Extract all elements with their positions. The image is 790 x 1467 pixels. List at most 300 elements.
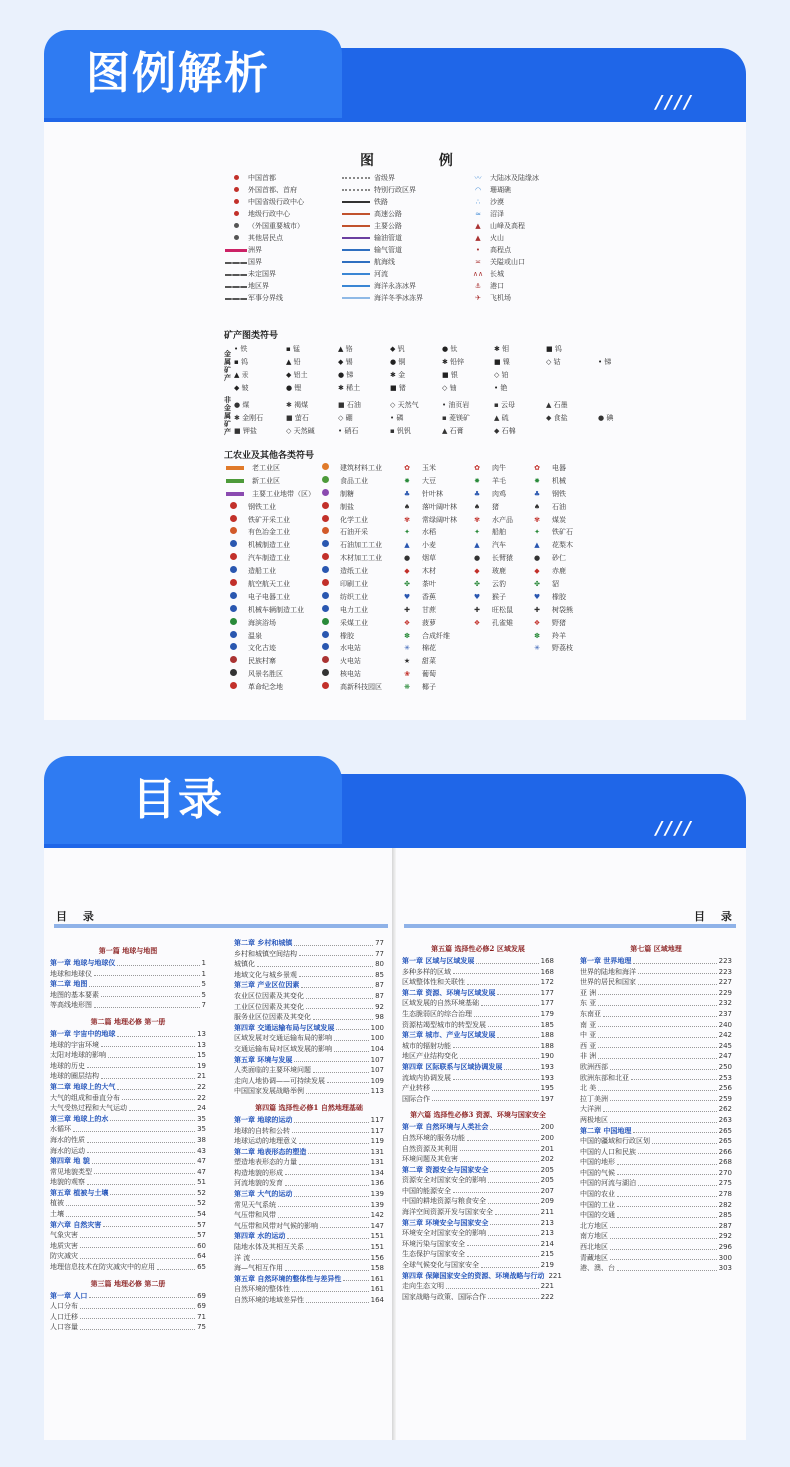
toc-page-number: 77 bbox=[375, 939, 384, 947]
mineral-symbol-icon: ▲ bbox=[338, 345, 346, 353]
legend-symbol-icon bbox=[224, 280, 248, 292]
industry-item bbox=[530, 475, 573, 488]
toc-leader bbox=[453, 1041, 539, 1049]
industry-symbol-icon: ✦ bbox=[474, 528, 480, 537]
toc-entry-title: 南方地区 bbox=[580, 1232, 608, 1241]
industry-item bbox=[318, 501, 382, 514]
toc-entry bbox=[580, 998, 732, 1009]
legend-label: 输油管道 bbox=[374, 234, 402, 242]
toc-page-number: 7 bbox=[201, 1001, 206, 1010]
toc-entry-title: 世界的陆地和海洋 bbox=[580, 967, 636, 976]
industry-item bbox=[400, 681, 457, 694]
industry-symbol-icon: ✽ bbox=[534, 631, 540, 640]
toc-leader bbox=[617, 1263, 717, 1271]
toc-entry-title: 第一章 地球与地球仪 bbox=[50, 959, 116, 967]
toc-part-heading bbox=[50, 1273, 206, 1291]
industry-symbol-icon: ● bbox=[403, 554, 411, 563]
toc-page-number: 193 bbox=[540, 1073, 554, 1082]
toc-page-number: 205 bbox=[540, 1165, 554, 1174]
toc-chapter bbox=[234, 1055, 384, 1066]
toc-entry bbox=[402, 1051, 554, 1062]
toc-leader bbox=[313, 1012, 373, 1020]
toc-entry-title: 中国的河流与湖泊 bbox=[580, 1179, 636, 1188]
toc-page-number: 139 bbox=[370, 1190, 384, 1199]
toc-entry bbox=[402, 998, 554, 1009]
minerals-grid bbox=[224, 344, 674, 440]
toc-chapter bbox=[234, 1231, 384, 1242]
industry-label: 印刷工业 bbox=[340, 580, 368, 589]
toc-entry-title: 地域文化与城乡景观 bbox=[234, 970, 297, 979]
toc-entry-title: 第二篇 地理必修 第一册 bbox=[90, 1016, 166, 1026]
mineral-item bbox=[546, 344, 562, 354]
toc-entry bbox=[580, 1157, 732, 1168]
industry-item bbox=[226, 488, 315, 501]
toc-leader bbox=[336, 1023, 368, 1031]
industry-label: 猴子 bbox=[492, 592, 506, 601]
industry-label: 文化古迹 bbox=[248, 644, 276, 653]
toc-page-number: 131 bbox=[370, 1147, 384, 1156]
legend-symbol-icon: ≈ bbox=[475, 210, 481, 218]
toc-entry bbox=[580, 1189, 732, 1200]
industry-label: 棉花 bbox=[422, 644, 436, 653]
legend-label: 其他居民点 bbox=[248, 234, 283, 242]
toc-leader bbox=[497, 1030, 538, 1038]
toc-leader bbox=[617, 1210, 717, 1218]
toc-entry-title: 农业区位因素及其变化 bbox=[234, 991, 304, 1000]
toc-leader bbox=[301, 980, 373, 988]
toc-entry bbox=[402, 1175, 554, 1186]
toc-column-3 bbox=[402, 938, 562, 1302]
mineral-item bbox=[390, 413, 403, 423]
toc-card bbox=[44, 774, 746, 1440]
toc-entry bbox=[50, 990, 206, 1001]
toc-page-number: 64 bbox=[197, 1252, 206, 1261]
mineral-label: 钨 bbox=[554, 345, 562, 353]
toc-entry bbox=[402, 1083, 554, 1094]
toc-page-number: 213 bbox=[540, 1229, 554, 1238]
legend-symbol-icon: ▲ bbox=[475, 234, 481, 242]
industry-label: 机械制造工业 bbox=[248, 541, 290, 550]
legend-item bbox=[342, 280, 423, 292]
legend-symbol-icon: ▲ bbox=[475, 222, 481, 230]
toc-leader bbox=[490, 1218, 538, 1226]
toc-chapter bbox=[402, 1030, 554, 1041]
industry-symbol-icon: ◆ bbox=[534, 567, 540, 576]
legend-symbol-icon bbox=[224, 196, 248, 208]
toc-entry-title: 国家战略与政策、国际合作 bbox=[402, 1292, 486, 1301]
industry-item bbox=[226, 514, 315, 527]
toc-page-number: 147 bbox=[370, 1221, 384, 1230]
toc-entry-title: 中国的地形 bbox=[580, 1158, 615, 1167]
toc-page-number: 229 bbox=[718, 988, 732, 997]
mineral-item bbox=[234, 357, 248, 367]
toc-entry-title: 第一章 世界地理 bbox=[580, 957, 632, 965]
mineral-item bbox=[546, 413, 568, 423]
toc-entry-title: 中国的耕地资源与粮食安全 bbox=[402, 1197, 486, 1206]
toc-page-number: 117 bbox=[370, 1115, 384, 1124]
legend-label: 未定国界 bbox=[248, 270, 276, 278]
industry-item bbox=[400, 526, 457, 539]
toc-page-number: 57 bbox=[197, 1220, 206, 1229]
industry-item bbox=[226, 642, 315, 655]
mineral-label: 铯 bbox=[500, 384, 508, 392]
toc-entry bbox=[402, 1073, 554, 1084]
toc-leader bbox=[446, 1281, 539, 1289]
toc-page-number: 265 bbox=[718, 1137, 732, 1146]
toc-page-number: 69 bbox=[197, 1302, 206, 1311]
toc-entry-title: 第四章 保障国家安全的资源、环境战略与行动 bbox=[402, 1271, 545, 1280]
toc-entry-title: 东南亚 bbox=[580, 1009, 601, 1018]
toc-page-number: 285 bbox=[718, 1211, 732, 1220]
industry-col-4 bbox=[470, 462, 513, 630]
toc-page-number: 98 bbox=[375, 1013, 384, 1022]
toc-entry-title: 产业转移 bbox=[402, 1084, 430, 1093]
toc-entry-title: 城镇化 bbox=[234, 960, 255, 969]
industry-item bbox=[400, 617, 457, 630]
toc-entry-title: 第五篇 选择性必修2 区域发展 bbox=[431, 944, 525, 953]
toc-leader bbox=[598, 988, 716, 996]
toc-page-number: 223 bbox=[718, 967, 732, 976]
toc-page-number: 185 bbox=[540, 1020, 554, 1029]
mineral-item bbox=[442, 357, 464, 367]
toc-image bbox=[44, 848, 746, 1440]
legend-symbol-icon: ⚓ bbox=[474, 282, 482, 290]
toc-entry-title: 区域整体性和关联性 bbox=[402, 978, 465, 987]
industry-symbol-icon: ▲ bbox=[534, 541, 540, 550]
toc-leader bbox=[117, 958, 199, 966]
toc-entry bbox=[402, 1020, 554, 1031]
toc-entry-title: 多种多样的区域 bbox=[402, 967, 451, 976]
toc-column-4 bbox=[580, 938, 732, 1274]
mineral-symbol-icon: ◇ bbox=[338, 414, 346, 422]
legend-symbol-icon: ✈ bbox=[475, 294, 481, 302]
toc-page-number: 142 bbox=[370, 1211, 384, 1220]
toc-leader bbox=[278, 1210, 369, 1218]
toc-entry-title: 第六篇 选择性必修3 资源、环境与国家安全 bbox=[410, 1110, 546, 1120]
industry-symbol-icon bbox=[226, 514, 240, 527]
mineral-label: 油页岩 bbox=[448, 401, 470, 409]
legend-symbol-icon: ≍ bbox=[475, 258, 481, 266]
legend-label: 飞机场 bbox=[490, 294, 511, 302]
industry-label: 温泉 bbox=[248, 631, 262, 640]
toc-leader bbox=[80, 1301, 195, 1309]
toc-entry bbox=[50, 1177, 206, 1188]
toc-page-number: 275 bbox=[718, 1179, 732, 1188]
legend-label: 海洋冬季冰冻界 bbox=[374, 294, 423, 302]
toc-head-right: 目 录 bbox=[694, 910, 738, 923]
industry-label: 赤鹿 bbox=[552, 567, 566, 576]
mineral-symbol-icon: ◆ bbox=[286, 371, 294, 379]
toc-leader bbox=[285, 1263, 369, 1271]
toc-entry bbox=[402, 1144, 554, 1155]
industry-symbol-icon: ✤ bbox=[474, 580, 480, 589]
toc-entry-title: 西北地区 bbox=[580, 1243, 608, 1252]
industry-label: 孔雀雉 bbox=[492, 618, 513, 627]
legend-label: 高程点 bbox=[490, 246, 511, 254]
industry-symbol-icon: ♣ bbox=[533, 489, 541, 498]
toc-entry bbox=[580, 988, 732, 999]
toc-leader bbox=[294, 1115, 368, 1123]
toc-leader bbox=[598, 1083, 716, 1091]
toc-leader bbox=[278, 1200, 369, 1208]
industry-label: 高新科技园区 bbox=[340, 683, 382, 692]
mineral-symbol-icon: ✱ bbox=[442, 358, 451, 366]
industry-item bbox=[226, 501, 315, 514]
legend-label: 沼泽 bbox=[490, 210, 504, 218]
toc-leader bbox=[103, 1220, 195, 1228]
legend-line-icon bbox=[342, 297, 370, 299]
toc-entry-title: 中国的气候 bbox=[580, 1168, 615, 1177]
industry-label: 船舶 bbox=[492, 528, 506, 537]
toc-entry bbox=[580, 1253, 732, 1264]
toc-entry bbox=[234, 1221, 384, 1232]
toc-entry-title: 地球的圈层结构 bbox=[50, 1072, 99, 1081]
industry-label: 食品工业 bbox=[340, 476, 368, 485]
toc-leader bbox=[497, 988, 538, 996]
industry-item bbox=[226, 462, 315, 475]
industry-label: 常绿阔叶林 bbox=[422, 515, 457, 524]
toc-entry bbox=[580, 1073, 732, 1084]
minerals-metal-label: 金属矿产 bbox=[224, 350, 231, 382]
mineral-item bbox=[234, 426, 257, 436]
industry-symbol-icon bbox=[318, 462, 332, 475]
toc-entry bbox=[234, 1126, 384, 1137]
mineral-item bbox=[390, 426, 411, 436]
toc-page-number: 200 bbox=[540, 1123, 554, 1132]
industry-symbol-icon bbox=[318, 591, 332, 604]
mineral-label: 镍 bbox=[502, 358, 510, 366]
toc-entry-title: 大气的组成和垂直分布 bbox=[50, 1093, 120, 1102]
industry-label: 旺松鼠 bbox=[492, 605, 513, 614]
mineral-symbol-icon: ● bbox=[286, 384, 295, 392]
toc-leader bbox=[617, 1157, 717, 1165]
legend-label: 长城 bbox=[490, 270, 504, 278]
toc-page-number: 214 bbox=[540, 1239, 554, 1248]
toc-leader bbox=[638, 967, 717, 975]
mineral-symbol-icon: • bbox=[598, 358, 605, 366]
toc-entry-title: 中 亚 bbox=[580, 1031, 597, 1040]
toc-entry-title: 地质灾害 bbox=[50, 1241, 78, 1250]
industry-symbol-icon bbox=[318, 642, 332, 655]
industry-symbol-icon bbox=[318, 630, 332, 643]
mineral-label: 锰 bbox=[292, 345, 300, 353]
industry-item bbox=[318, 604, 382, 617]
industry-item bbox=[470, 617, 513, 630]
industry-symbol-icon bbox=[226, 578, 240, 591]
toc-chapter bbox=[50, 1156, 206, 1167]
toc-entry-title: 海洋空间资源开发与国家安全 bbox=[402, 1208, 493, 1217]
legend-label: 外国首都、首府 bbox=[248, 186, 297, 194]
toc-page-number: 100 bbox=[370, 1034, 384, 1043]
toc-page-number: 136 bbox=[370, 1179, 384, 1188]
industry-item bbox=[318, 655, 382, 668]
toc-entry-title: 地图的基本要素 bbox=[50, 990, 99, 999]
mineral-symbol-icon: • bbox=[390, 414, 397, 422]
industry-symbol-icon: ✤ bbox=[404, 580, 410, 589]
toc-entry-title: 太阳对地球的影响 bbox=[50, 1051, 106, 1060]
mineral-item bbox=[390, 383, 406, 393]
toc-page-number: 259 bbox=[718, 1094, 732, 1103]
toc-chapter bbox=[234, 980, 384, 991]
mineral-item bbox=[494, 344, 509, 354]
toc-page-number: 237 bbox=[718, 1009, 732, 1018]
toc-leader bbox=[460, 1154, 539, 1162]
industry-item bbox=[318, 642, 382, 655]
toc-part-heading bbox=[402, 938, 554, 956]
industry-label: 航空航天工业 bbox=[248, 580, 290, 589]
legend-item bbox=[224, 256, 304, 268]
toc-entry-title: 港、澳、台 bbox=[580, 1264, 615, 1273]
industry-symbol-icon: ▲ bbox=[404, 541, 410, 550]
mineral-item bbox=[338, 344, 353, 354]
industry-label: 菠萝 bbox=[422, 618, 436, 627]
toc-leader bbox=[287, 1231, 368, 1239]
toc-entry bbox=[50, 1322, 206, 1333]
toc-entry bbox=[234, 1086, 384, 1097]
industry-symbol-icon: ✦ bbox=[404, 528, 410, 537]
industry-item bbox=[400, 475, 457, 488]
toc-page-number: 221 bbox=[548, 1271, 562, 1280]
toc-leader bbox=[334, 1044, 369, 1052]
mineral-label: 铁 bbox=[240, 345, 248, 353]
industry-item bbox=[400, 539, 457, 552]
toc-entry-title: 自然环境的服务功能 bbox=[402, 1133, 465, 1142]
toc-entry bbox=[402, 1249, 554, 1260]
industry-symbol-icon: ❖ bbox=[403, 618, 411, 627]
toc-entry-title: 第一章 宇宙中的地球 bbox=[50, 1029, 116, 1038]
industry-item bbox=[530, 514, 573, 527]
toc-chapter bbox=[580, 1126, 732, 1137]
toc-leader bbox=[122, 1093, 195, 1101]
mineral-label: 铂 bbox=[501, 371, 509, 379]
mineral-label: 硫 bbox=[501, 414, 509, 422]
toc-page-number: 266 bbox=[718, 1147, 732, 1156]
mineral-label: 钾盐 bbox=[242, 427, 257, 435]
industry-symbol-icon: ✳ bbox=[534, 644, 540, 653]
industry-item bbox=[400, 488, 457, 501]
toc-entry-title: 地球的历史 bbox=[50, 1061, 85, 1070]
mineral-item bbox=[286, 413, 309, 423]
legend-label: 大陆冰及陆缘冰 bbox=[490, 174, 539, 182]
legend-item bbox=[224, 232, 304, 244]
mineral-symbol-icon: ◇ bbox=[390, 401, 398, 409]
toc-leader bbox=[610, 1115, 717, 1123]
toc-page-number: 268 bbox=[718, 1158, 732, 1167]
industry-label: 老工业区 bbox=[252, 464, 280, 472]
toc-entry-title: 第二章 中国地理 bbox=[580, 1126, 632, 1135]
legend-item bbox=[342, 268, 423, 280]
legend-item bbox=[466, 268, 539, 280]
mineral-item bbox=[286, 383, 301, 393]
industry-item bbox=[470, 565, 513, 578]
mineral-label: 天然碱 bbox=[293, 427, 315, 435]
toc-entry-title: 第三篇 地理必修 第二册 bbox=[90, 1278, 166, 1288]
toc-entry-title: 中国的人口和民族 bbox=[580, 1147, 636, 1156]
industry-label: 肉鸡 bbox=[492, 489, 506, 498]
industry-col-5 bbox=[530, 462, 573, 655]
toc-page-number: 215 bbox=[540, 1250, 554, 1259]
industry-symbol-icon bbox=[318, 681, 332, 694]
toc-page-number: 119 bbox=[370, 1137, 384, 1146]
toc-page-number: 213 bbox=[540, 1218, 554, 1227]
toc-page-number: 207 bbox=[540, 1186, 554, 1195]
industry-item bbox=[470, 591, 513, 604]
industry-item bbox=[318, 539, 382, 552]
toc-entry-title: 大洋洲 bbox=[580, 1105, 601, 1114]
legend-line-icon bbox=[342, 249, 370, 251]
legend-col-2 bbox=[342, 172, 423, 304]
industry-item bbox=[470, 462, 513, 475]
mineral-label: 稀土 bbox=[346, 384, 361, 392]
toc-leader bbox=[66, 1198, 195, 1206]
toc-page-number: 219 bbox=[540, 1261, 554, 1270]
toc-entry-title: 地球和地球仪 bbox=[50, 969, 92, 978]
mineral-item bbox=[442, 344, 457, 354]
toc-entry bbox=[402, 1186, 554, 1197]
toc-entry-title: 城市的辐射功能 bbox=[402, 1041, 451, 1050]
toc-entry-title: 中国的交通 bbox=[580, 1211, 615, 1220]
toc-leader bbox=[603, 1009, 717, 1017]
toc-chapter bbox=[234, 1274, 384, 1285]
industry-symbol-icon: ✚ bbox=[404, 605, 410, 614]
toc-entry-title: 第三章 城市、产业与区域发展 bbox=[402, 1031, 496, 1040]
industry-symbol-icon: ✸ bbox=[404, 476, 410, 485]
toc-page-number: 303 bbox=[718, 1264, 732, 1273]
legend-label: 军事分界线 bbox=[248, 294, 283, 302]
industry-label: 革命纪念地 bbox=[248, 683, 283, 692]
toc-entry bbox=[234, 1065, 384, 1076]
mineral-item bbox=[546, 357, 561, 367]
toc-chapter bbox=[50, 1029, 206, 1040]
toc-page-number: 188 bbox=[540, 1041, 554, 1050]
toc-page-number: 172 bbox=[540, 978, 554, 987]
industry-symbol-icon bbox=[226, 681, 240, 694]
industry-symbol-icon bbox=[226, 501, 240, 514]
toc-leader bbox=[94, 1167, 195, 1175]
mineral-label: 萤石 bbox=[294, 414, 309, 422]
toc-entry-title: 第二章 资源、环境与区域发展 bbox=[402, 988, 496, 997]
industry-label: 貂 bbox=[552, 580, 559, 589]
mineral-item bbox=[442, 413, 470, 423]
toc-entry-title: 中国的农业 bbox=[580, 1190, 615, 1199]
mineral-symbol-icon: ■ bbox=[286, 414, 295, 422]
industry-symbol-icon bbox=[226, 565, 240, 578]
toc-leader bbox=[306, 991, 373, 999]
legend-item bbox=[466, 220, 539, 232]
toc-page-number: 5 bbox=[201, 990, 206, 999]
mineral-label: 菱镁矿 bbox=[448, 414, 470, 422]
toc-entry-title: 东 亚 bbox=[580, 999, 597, 1008]
toc-entry bbox=[50, 1000, 206, 1011]
industry-label: 橡胶 bbox=[340, 631, 354, 640]
toc-header-bar-left bbox=[54, 924, 388, 928]
toc-entry bbox=[50, 1061, 206, 1072]
toc-entry-title: 第二章 资源安全与国家安全 bbox=[402, 1165, 489, 1174]
toc-leader bbox=[80, 1230, 195, 1238]
toc-leader bbox=[453, 1073, 539, 1081]
industry-item bbox=[400, 591, 457, 604]
toc-entry-title: 地貌的观察 bbox=[50, 1178, 85, 1187]
industry-symbol-icon: ✦ bbox=[534, 528, 540, 537]
industry-label: 民族村寨 bbox=[248, 657, 276, 666]
toc-entry-title: 拉丁美洲 bbox=[580, 1094, 608, 1103]
toc-entry-title: 等高线地形图 bbox=[50, 1001, 92, 1010]
toc-leader bbox=[313, 1065, 369, 1073]
toc-page-number: 35 bbox=[197, 1114, 206, 1123]
mineral-item bbox=[286, 357, 301, 367]
legend-label: 主要公路 bbox=[374, 222, 402, 230]
industry-item bbox=[470, 488, 513, 501]
